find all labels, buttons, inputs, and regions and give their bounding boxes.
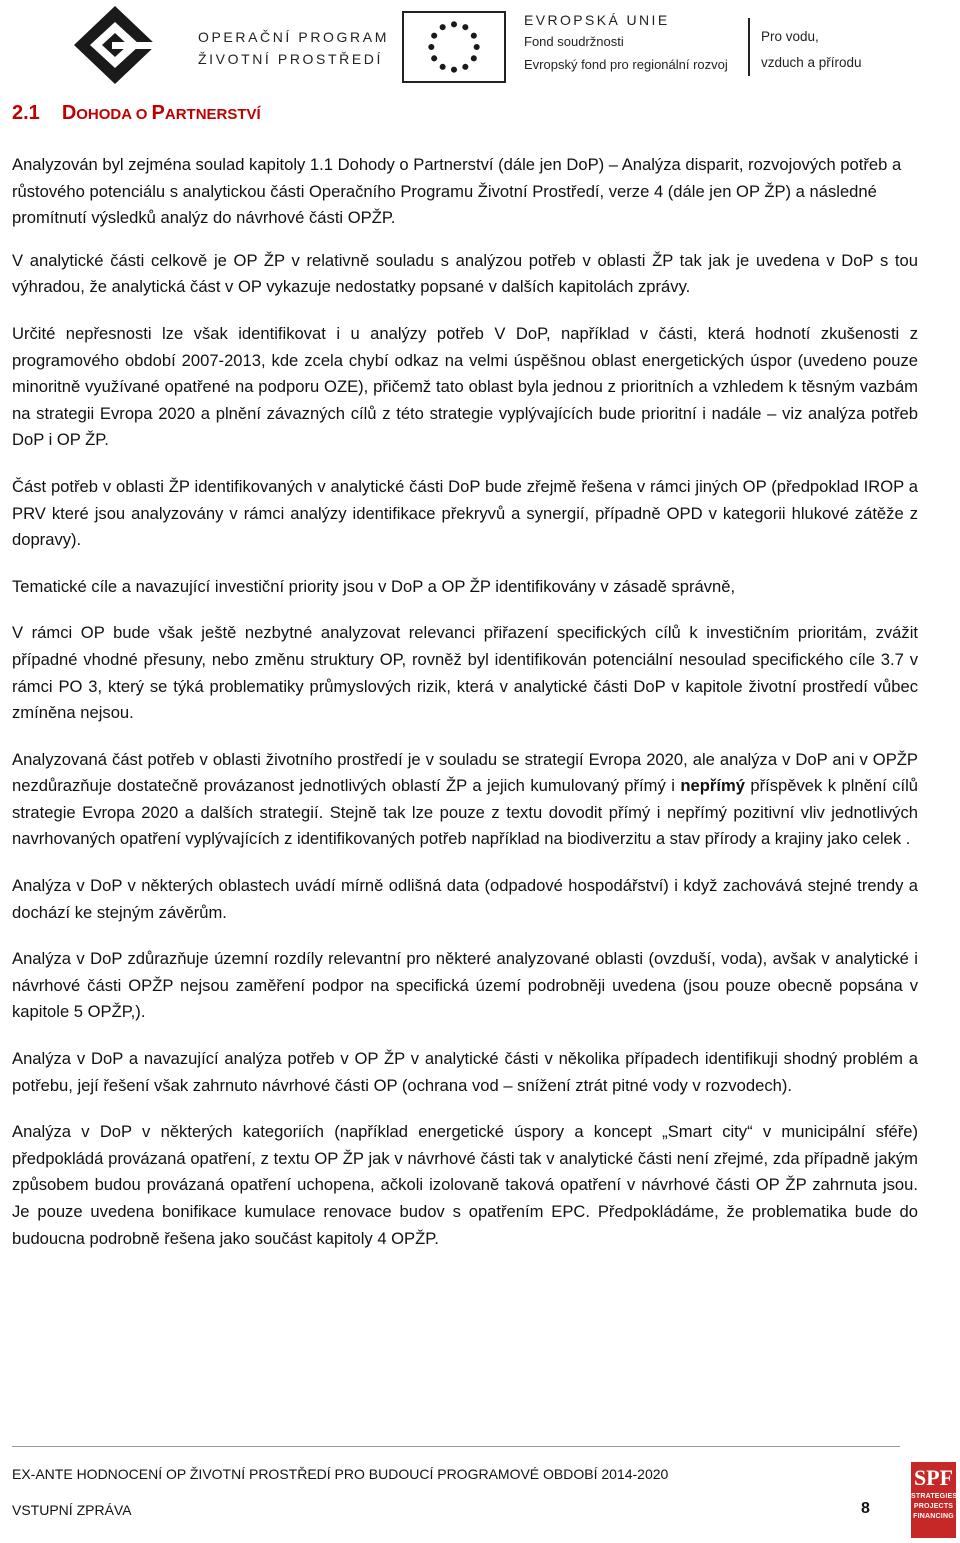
slogan-line1: Pro vodu,: [761, 29, 819, 44]
paragraph-5: Tematické cíle a navazující investiční priority jsou v DoP a OP ŽP identifikovány v zásadě správně,: [12, 576, 736, 596]
eu-fund-1: Fond soudržnosti: [524, 34, 624, 49]
eu-title: EVROPSKÁ UNIE: [524, 12, 670, 28]
op-line2: ŽIVOTNÍ PROSTŘEDÍ: [198, 51, 383, 67]
paragraph-11: Analýza v DoP v některých kategoriích (například energetické úspory a koncept „Smart city“ v municipální sféře) předpokládá provázaná opatření, z textu OP ŽP jak v návrhové části tak v analytické části není zřejmé, zda případně jakým způsobem budou provázaná opatření uchopena, ačkoli izolovaně taková opatření v návrhové části OP ŽP zahrnuta jsou. Je pouze uvedena bonifikace kumulace renovace budov s opatřením EPC. Předpokládáme, že problematika bude do budoucna podrobně řešena jako součást kapitoly 4 OPŽP.: [12, 1122, 918, 1248]
op-line1: OPERAČNÍ PROGRAM: [198, 29, 389, 45]
heading-cap-d: D: [61, 102, 77, 124]
spf-word-strategies: STRATEGIES: [911, 1493, 958, 1500]
section-heading: [12, 102, 261, 125]
heading-cap-p: P: [151, 102, 165, 124]
paragraph-3: Určité nepřesnosti lze však identifikovat i u analýzy potřeb V DoP, například v části, která hodnotí zkušenosti z programového období 2007-2013, kde zcela chybí odkaz na velmi úspěšnou oblast energetických úspor (uvedeno pouze minoritně využívané opatřené na podporu OZE), přičemž tato oblast byla jednou z prioritních a vzhledem k těsným vazbám na strategii Evropa 2020 a plnění závazných cílů z této strategie vyplývajících bude prioritní i nadále – viz analýza potřeb DoP i OP ŽP.: [12, 323, 918, 450]
spf-logo-icon: [911, 1462, 956, 1538]
slogan-line2: vzduch a přírodu: [761, 55, 862, 70]
paragraph-1: Analyzován byl zejména soulad kapitoly 1.1 Dohody o Partnerství (dále jen DoP) – Analýza disparit, rozvojových potřeb a růstového potenciálu s analytickou části Operačního Programu Životní Prostředí, verze 4 (dále jen OP ŽP) a následné promítnutí výsledků analýz do návrhové části OPŽP.: [12, 155, 902, 228]
footer-report-label: VSTUPNÍ ZPRÁVA: [12, 1502, 132, 1518]
page-number: 8: [861, 1500, 870, 1517]
paragraph-7-part-c: příspěvek k plnění cílů strategie Evropa 2020 a dalších strategií. Stejně tak lze pouze z textu dovodit přímý i nepřímý pozitivní vliv jednotlivých navrhovaných opatření vyplývajících z identifikovaných potřeb například na biodiverzitu a stav přírody a krajiny jako celek .: [12, 776, 918, 849]
paragraph-7-part-a: Analyzovaná část potřeb v oblasti životního prostředí je v souladu se strategií Evropa 2020, ale analýza v DoP ani v OPŽP nezdůrazňuje dostatečně provázanost jednotlivých oblastí ŽP a jejich kumulovaný přímý i: [12, 749, 918, 796]
spf-word-projects: PROJECTS: [913, 1503, 954, 1510]
heading-part-artnerstvi: ARTNERSTVÍ: [164, 106, 261, 123]
paragraph-4: Část potřeb v oblasti ŽP identifikovaných v analytické části DoP bude zřejmě řešena v rámci jiných OP (předpoklad IROP a PRV které jsou analyzovány v rámci analýzy identifikace překryvů a synergií, případně OPD v kategorii hlukové zátěže z dopravy).: [12, 476, 918, 550]
spf-logo-mark: SPF: [913, 1465, 954, 1490]
paragraph-9: Analýza v DoP zdůrazňuje územní rozdíly relevantní pro některé analyzované oblasti (ovzduší, voda), avšak v analytické i návrhové části OPŽP nejsou zaměření podpor na specifická území podrobněji uvedena (jsou pouze obecně popsána v kapitole 5 OPŽP,).: [12, 949, 918, 1022]
paragraph-7-bold: nepřímý: [680, 776, 745, 796]
page-header: [0, 0, 960, 95]
eu-flag-icon: [402, 11, 506, 83]
paragraph-8: Analýza v DoP v některých oblastech uvádí mírně odlišná data (odpadové hospodářství) i když zachovává stejné trendy a dochází ke stejným závěrům.: [12, 876, 918, 922]
eu-fund-2: Evropský fond pro regionální rozvoj: [524, 57, 728, 72]
footer-title: EX-ANTE HODNOCENÍ OP ŽIVOTNÍ PROSTŘEDÍ PRO BUDOUCÍ PROGRAMOVÉ OBDOBÍ 2014-2020: [12, 1466, 669, 1482]
slogan: [761, 24, 862, 76]
heading-part-ohoda: OHODA O: [76, 106, 152, 123]
op-zp-logo-icon: [72, 4, 158, 86]
document-body: [12, 152, 918, 1272]
section-number: 2.1: [12, 102, 40, 124]
header-divider: [748, 18, 750, 76]
paragraph-2: V analytické části celkově je OP ŽP v relativně souladu s analýzou potřeb v oblasti ŽP tak jak je uvedena v DoP s tou výhradou, že analytická část v OP vykazuje nedostatky popsané v dalších kapitolách zprávy.: [12, 250, 918, 297]
eu-logo-text: [524, 10, 728, 76]
op-zp-logo-text: [198, 26, 389, 70]
spf-word-financing: FINANCING: [913, 1513, 954, 1520]
paragraph-6: V rámci OP bude však ještě nezbytné analyzovat relevanci přiřazení specifických cílů k investičním prioritám, zvážit případné vhodné přesuny, nebo změnu struktury OP, rovněž byl identifikován potenciální nesoulad specifického cíle 3.7 v rámci PO 3, který se týká problematiky průmyslových rizik, která v analytické části DoP v kapitole životní prostředí vůbec zmíněna nejsou.: [12, 623, 918, 723]
paragraph-10: Analýza v DoP a navazující analýza potřeb v OP ŽP v analytické části v několika případech identifikuji shodný problém a potřebu, její řešení však zahrnuto návrhové části OP (ochrana vod – snížení ztrát pitné vody v rozvodech).: [12, 1049, 918, 1095]
paragraph-7: [12, 747, 918, 853]
footer-divider: [12, 1446, 900, 1447]
